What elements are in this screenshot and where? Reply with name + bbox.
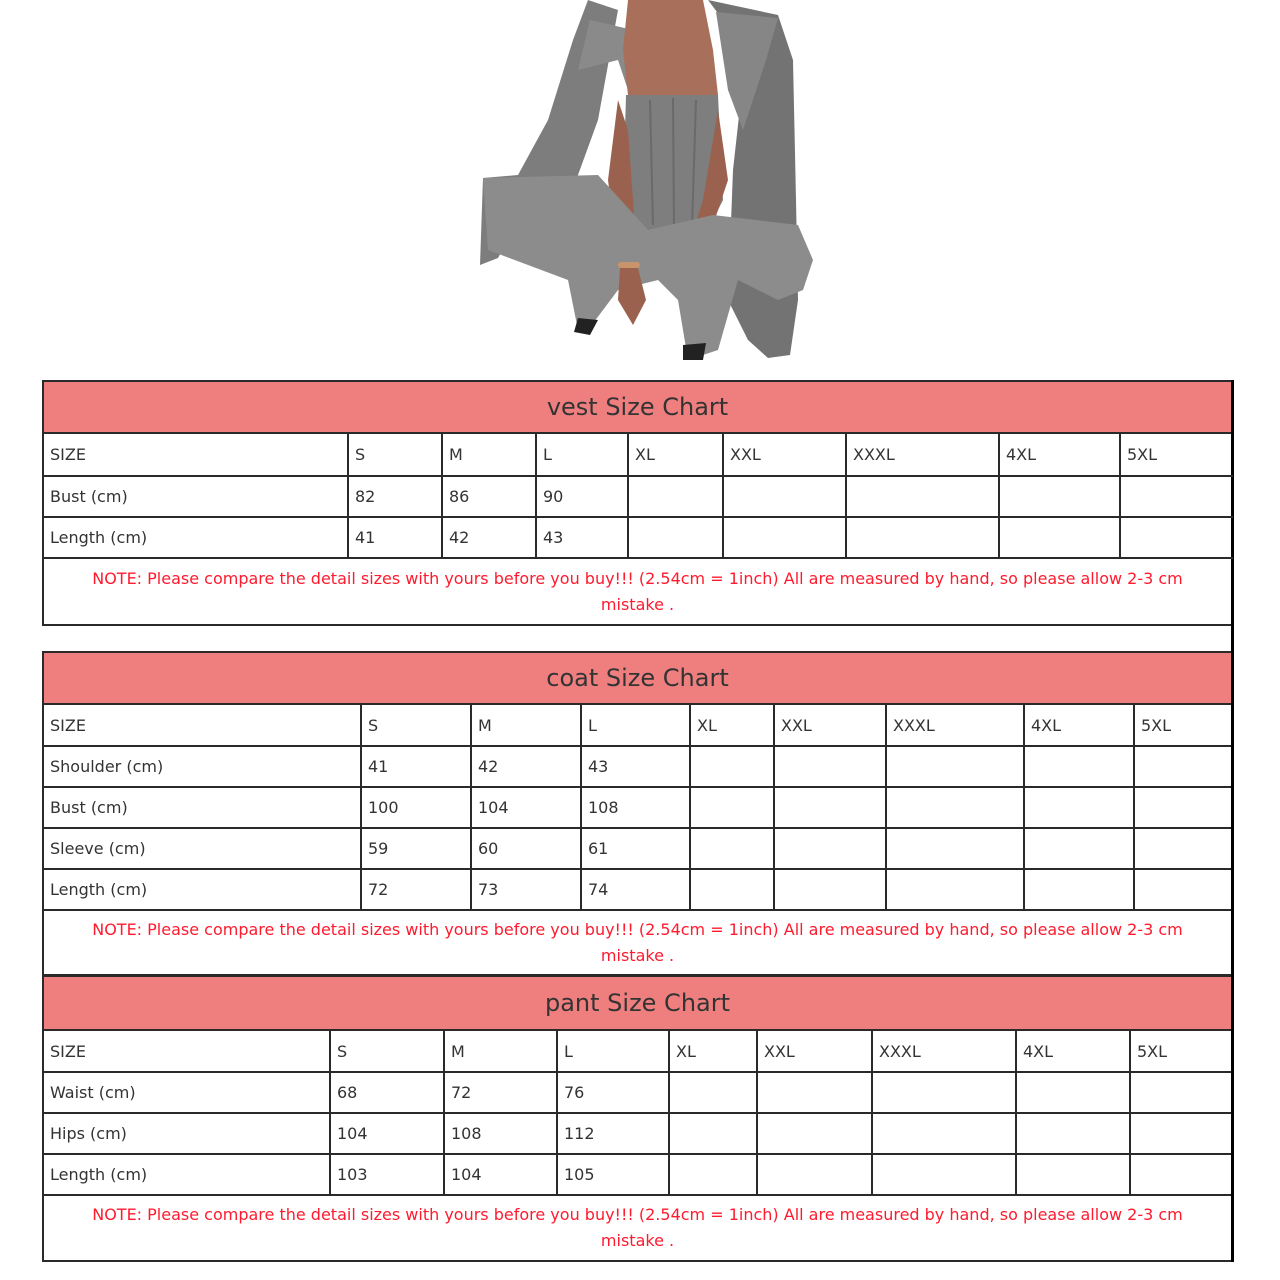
table-cell — [846, 476, 999, 517]
table-cell — [1024, 746, 1134, 787]
table-cell — [669, 1072, 757, 1113]
table-cell — [1134, 746, 1231, 787]
header-cell: S — [361, 705, 471, 746]
header-cell: M — [442, 434, 536, 476]
table-cell: 104 — [471, 787, 581, 828]
table-cell: 76 — [557, 1072, 669, 1113]
table-cell — [1016, 1154, 1130, 1195]
table-cell: 68 — [330, 1072, 444, 1113]
table-cell — [757, 1113, 872, 1154]
table-cell: 61 — [581, 828, 690, 869]
table-cell: 41 — [361, 746, 471, 787]
header-cell: SIZE — [44, 705, 361, 746]
table-cell: 43 — [581, 746, 690, 787]
coat-size-table — [44, 705, 1231, 911]
vest-size-note: NOTE: Please compare the detail sizes with yours before you buy!!! (2.54cm = 1inch) All are measured by hand, so please allow 2-3 cm mistake . — [44, 559, 1231, 626]
table-row — [44, 828, 1231, 869]
table-cell: 72 — [361, 869, 471, 910]
table-cell: 82 — [348, 476, 442, 517]
header-cell: XXXL — [846, 434, 999, 476]
table-cell — [999, 517, 1120, 558]
table-row — [44, 517, 1233, 558]
header-cell: 5XL — [1134, 705, 1231, 746]
pant-size-note: NOTE: Please compare the detail sizes with yours before you buy!!! (2.54cm = 1inch) All are measured by hand, so please allow 2-3 cm mistake . — [44, 1196, 1231, 1262]
header-cell: XL — [628, 434, 723, 476]
table-row — [44, 787, 1231, 828]
table-cell — [872, 1154, 1016, 1195]
row-label: Bust (cm) — [44, 476, 348, 517]
row-label: Waist (cm) — [44, 1072, 330, 1113]
table-cell: 42 — [471, 746, 581, 787]
header-cell: XXL — [774, 705, 886, 746]
header-cell: 5XL — [1130, 1031, 1231, 1072]
table-cell — [886, 828, 1024, 869]
table-cell — [846, 517, 999, 558]
coat-size-chart — [42, 651, 1231, 977]
row-label: Hips (cm) — [44, 1113, 330, 1154]
header-cell: XL — [669, 1031, 757, 1072]
table-cell — [690, 787, 774, 828]
header-cell: 4XL — [999, 434, 1120, 476]
table-cell — [1130, 1113, 1231, 1154]
table-cell — [1016, 1072, 1130, 1113]
table-cell — [774, 828, 886, 869]
header-cell: 5XL — [1120, 434, 1233, 476]
table-cell: 41 — [348, 517, 442, 558]
table-cell — [1134, 828, 1231, 869]
header-cell: L — [536, 434, 628, 476]
table-row — [44, 476, 1233, 517]
table-cell — [774, 787, 886, 828]
table-cell — [757, 1072, 872, 1113]
table-cell — [774, 869, 886, 910]
header-cell: S — [330, 1031, 444, 1072]
table-cell: 105 — [557, 1154, 669, 1195]
header-cell: M — [444, 1031, 557, 1072]
table-cell — [1134, 869, 1231, 910]
model-outfit-illustration — [478, 0, 818, 362]
table-cell: 73 — [471, 869, 581, 910]
table-cell — [757, 1154, 872, 1195]
row-label: Bust (cm) — [44, 787, 361, 828]
header-cell: SIZE — [44, 1031, 330, 1072]
table-header-row — [44, 434, 1233, 476]
header-cell: 4XL — [1016, 1031, 1130, 1072]
table-cell — [690, 869, 774, 910]
table-cell — [669, 1113, 757, 1154]
coat-chart-title: coat Size Chart — [44, 653, 1231, 705]
table-cell — [1016, 1113, 1130, 1154]
header-cell: L — [581, 705, 690, 746]
header-cell: XXL — [757, 1031, 872, 1072]
table-cell — [872, 1072, 1016, 1113]
row-label: Sleeve (cm) — [44, 828, 361, 869]
table-row — [44, 1154, 1231, 1195]
table-cell — [872, 1113, 1016, 1154]
row-label: Length (cm) — [44, 517, 348, 558]
table-row — [44, 1113, 1231, 1154]
table-cell — [1024, 787, 1134, 828]
table-header-row — [44, 705, 1231, 746]
vest-chart-title: vest Size Chart — [44, 382, 1231, 434]
header-cell: M — [471, 705, 581, 746]
row-label: Length (cm) — [44, 869, 361, 910]
header-cell: SIZE — [44, 434, 348, 476]
table-cell — [628, 476, 723, 517]
header-cell: XXL — [723, 434, 846, 476]
product-photo — [478, 0, 818, 362]
table-cell: 108 — [581, 787, 690, 828]
table-cell: 104 — [444, 1154, 557, 1195]
table-row — [44, 1072, 1231, 1113]
table-cell — [1120, 476, 1233, 517]
table-cell — [690, 828, 774, 869]
table-cell: 103 — [330, 1154, 444, 1195]
table-cell — [1120, 517, 1233, 558]
table-cell — [774, 746, 886, 787]
table-cell — [1130, 1154, 1231, 1195]
table-cell: 43 — [536, 517, 628, 558]
table-cell — [886, 869, 1024, 910]
row-label: Shoulder (cm) — [44, 746, 361, 787]
table-cell — [628, 517, 723, 558]
table-cell: 86 — [442, 476, 536, 517]
table-cell — [690, 746, 774, 787]
table-cell: 59 — [361, 828, 471, 869]
vest-size-table — [44, 434, 1233, 559]
table-cell: 108 — [444, 1113, 557, 1154]
table-cell — [1130, 1072, 1231, 1113]
header-cell: XXXL — [872, 1031, 1016, 1072]
pant-size-table — [44, 1031, 1231, 1196]
table-cell: 104 — [330, 1113, 444, 1154]
table-header-row — [44, 1031, 1231, 1072]
table-row — [44, 746, 1231, 787]
table-cell — [723, 476, 846, 517]
row-label: Length (cm) — [44, 1154, 330, 1195]
header-cell: L — [557, 1031, 669, 1072]
table-cell: 42 — [442, 517, 536, 558]
header-cell: XL — [690, 705, 774, 746]
table-cell: 112 — [557, 1113, 669, 1154]
table-cell: 90 — [536, 476, 628, 517]
table-cell — [1024, 869, 1134, 910]
pant-size-chart — [42, 974, 1231, 1262]
table-cell — [669, 1154, 757, 1195]
header-cell: XXXL — [886, 705, 1024, 746]
table-cell — [886, 787, 1024, 828]
table-cell: 72 — [444, 1072, 557, 1113]
table-cell: 74 — [581, 869, 690, 910]
table-cell — [886, 746, 1024, 787]
pant-chart-title: pant Size Chart — [44, 977, 1231, 1031]
table-cell — [999, 476, 1120, 517]
vest-size-chart — [42, 380, 1231, 626]
table-cell — [1024, 828, 1134, 869]
table-cell — [723, 517, 846, 558]
header-cell: 4XL — [1024, 705, 1134, 746]
table-cell: 60 — [471, 828, 581, 869]
coat-size-note: NOTE: Please compare the detail sizes with yours before you buy!!! (2.54cm = 1inch) All are measured by hand, so please allow 2-3 cm mistake . — [44, 911, 1231, 977]
table-cell: 100 — [361, 787, 471, 828]
table-row — [44, 869, 1231, 910]
header-cell: S — [348, 434, 442, 476]
table-cell — [1134, 787, 1231, 828]
